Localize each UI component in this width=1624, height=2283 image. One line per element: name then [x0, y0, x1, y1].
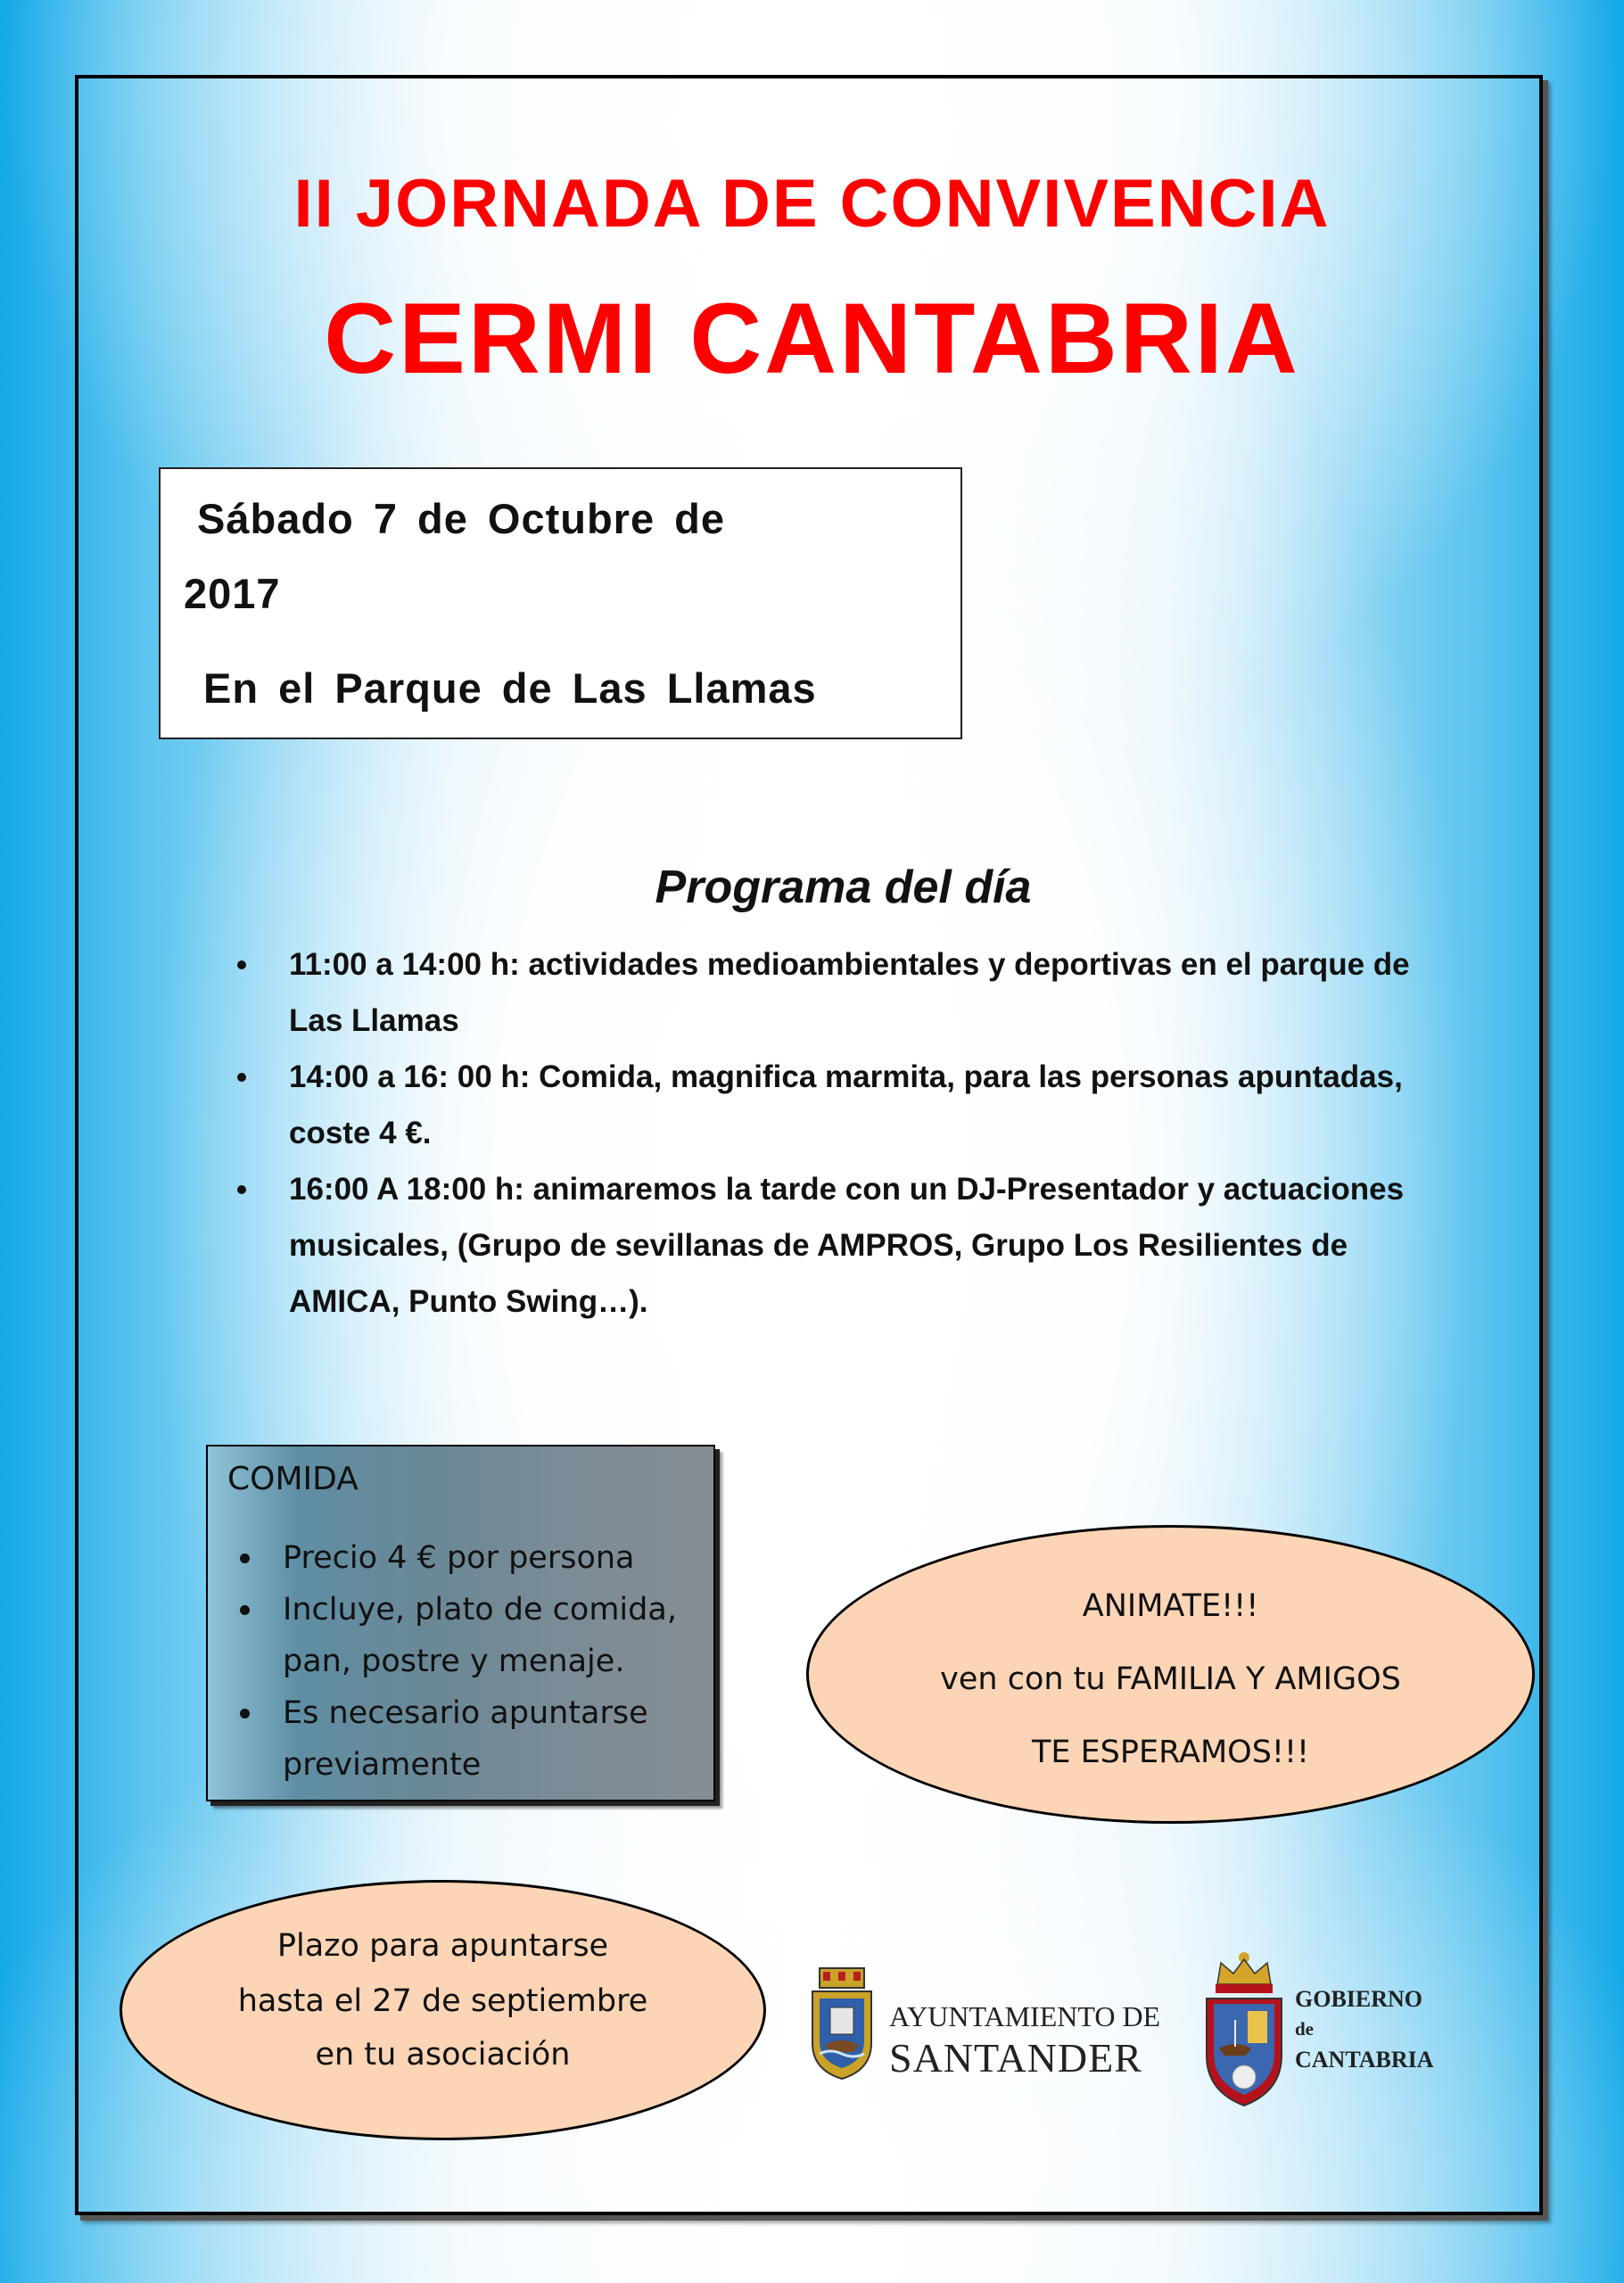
bullet-icon [240, 1709, 250, 1718]
santander-logo-line-1: AYUNTAMIENTO DE [889, 2000, 1161, 2032]
date-line-2: 2017 [184, 570, 281, 617]
santander-shield-icon [807, 1966, 877, 2081]
program-item [234, 1049, 1447, 1161]
bullet-icon [237, 1185, 246, 1194]
santander-logo [807, 1966, 1164, 2082]
bullet-icon [237, 1073, 246, 1082]
cantabria-logo-line-2: de [1295, 2018, 1314, 2040]
animate-line-1: ANIMATE!!! [1082, 1588, 1259, 1624]
program-heading: Programa del día [655, 861, 1032, 913]
event-title: II JORNADA DE CONVIVENCIA [293, 166, 1331, 242]
organization-title: CERMI CANTABRIA [324, 283, 1300, 394]
program-item-text: 16:00 A 18:00 h: animaremos la tarde con un DJ-Presentador y actuaciones musicales, (Grupo de sevillanas de AMPROS, Grupo Los Resilientes de AMICA, Punto Swing…). [289, 1172, 1405, 1319]
program-item-text: 11:00 a 14:00 h: actividades medioambientales y deportivas en el parque de Las Llamas [289, 947, 1410, 1038]
animate-line-2: ven con tu FAMILIA Y AMIGOS [940, 1661, 1401, 1697]
deadline-line-3: en tu asociación [315, 2037, 571, 2073]
bullet-icon [240, 1554, 250, 1563]
date-location-box [159, 467, 962, 739]
comida-item-text: Incluye, plato de comida, pan, postre y menaje. [283, 1592, 677, 1679]
santander-logo-line-2: SANTANDER [889, 2035, 1142, 2081]
animate-line-3: TE ESPERAMOS!!! [1031, 1735, 1310, 1770]
bullet-icon [237, 960, 246, 969]
program-item [234, 936, 1447, 1049]
comida-list [238, 1532, 702, 1791]
comida-item [238, 1687, 702, 1791]
comida-item-text: Es necesario apuntarse previamente [283, 1695, 648, 1783]
program-list [234, 936, 1447, 1330]
cantabria-logo-line-1: GOBIERNO [1295, 1986, 1423, 2012]
comida-item [238, 1584, 702, 1687]
cantabria-logo-line-3: CANTABRIA [1295, 2047, 1434, 2073]
program-item [234, 1161, 1447, 1330]
comida-box [206, 1445, 715, 1801]
program-item-text: 14:00 a 16: 00 h: Comida, magnifica marmita, para las personas apuntadas, coste 4 €. [289, 1059, 1403, 1150]
deadline-line-1: Plazo para apuntarse [276, 1928, 609, 1964]
deadline-callout [120, 1880, 766, 2140]
comida-heading: COMIDA [227, 1461, 359, 1497]
date-line-1: Sábado 7 de Octubre de [197, 495, 726, 542]
cantabria-shield-icon [1199, 1949, 1289, 2109]
cantabria-logo [1199, 1949, 1449, 2109]
comida-item-text: Precio 4 € por persona [283, 1540, 635, 1576]
comida-item [238, 1532, 702, 1584]
event-location: En el Parque de Las Llamas [203, 664, 817, 712]
deadline-line-2: hasta el 27 de septiembre [237, 1983, 648, 2019]
bullet-icon [240, 1605, 250, 1615]
animate-callout [806, 1525, 1535, 1824]
